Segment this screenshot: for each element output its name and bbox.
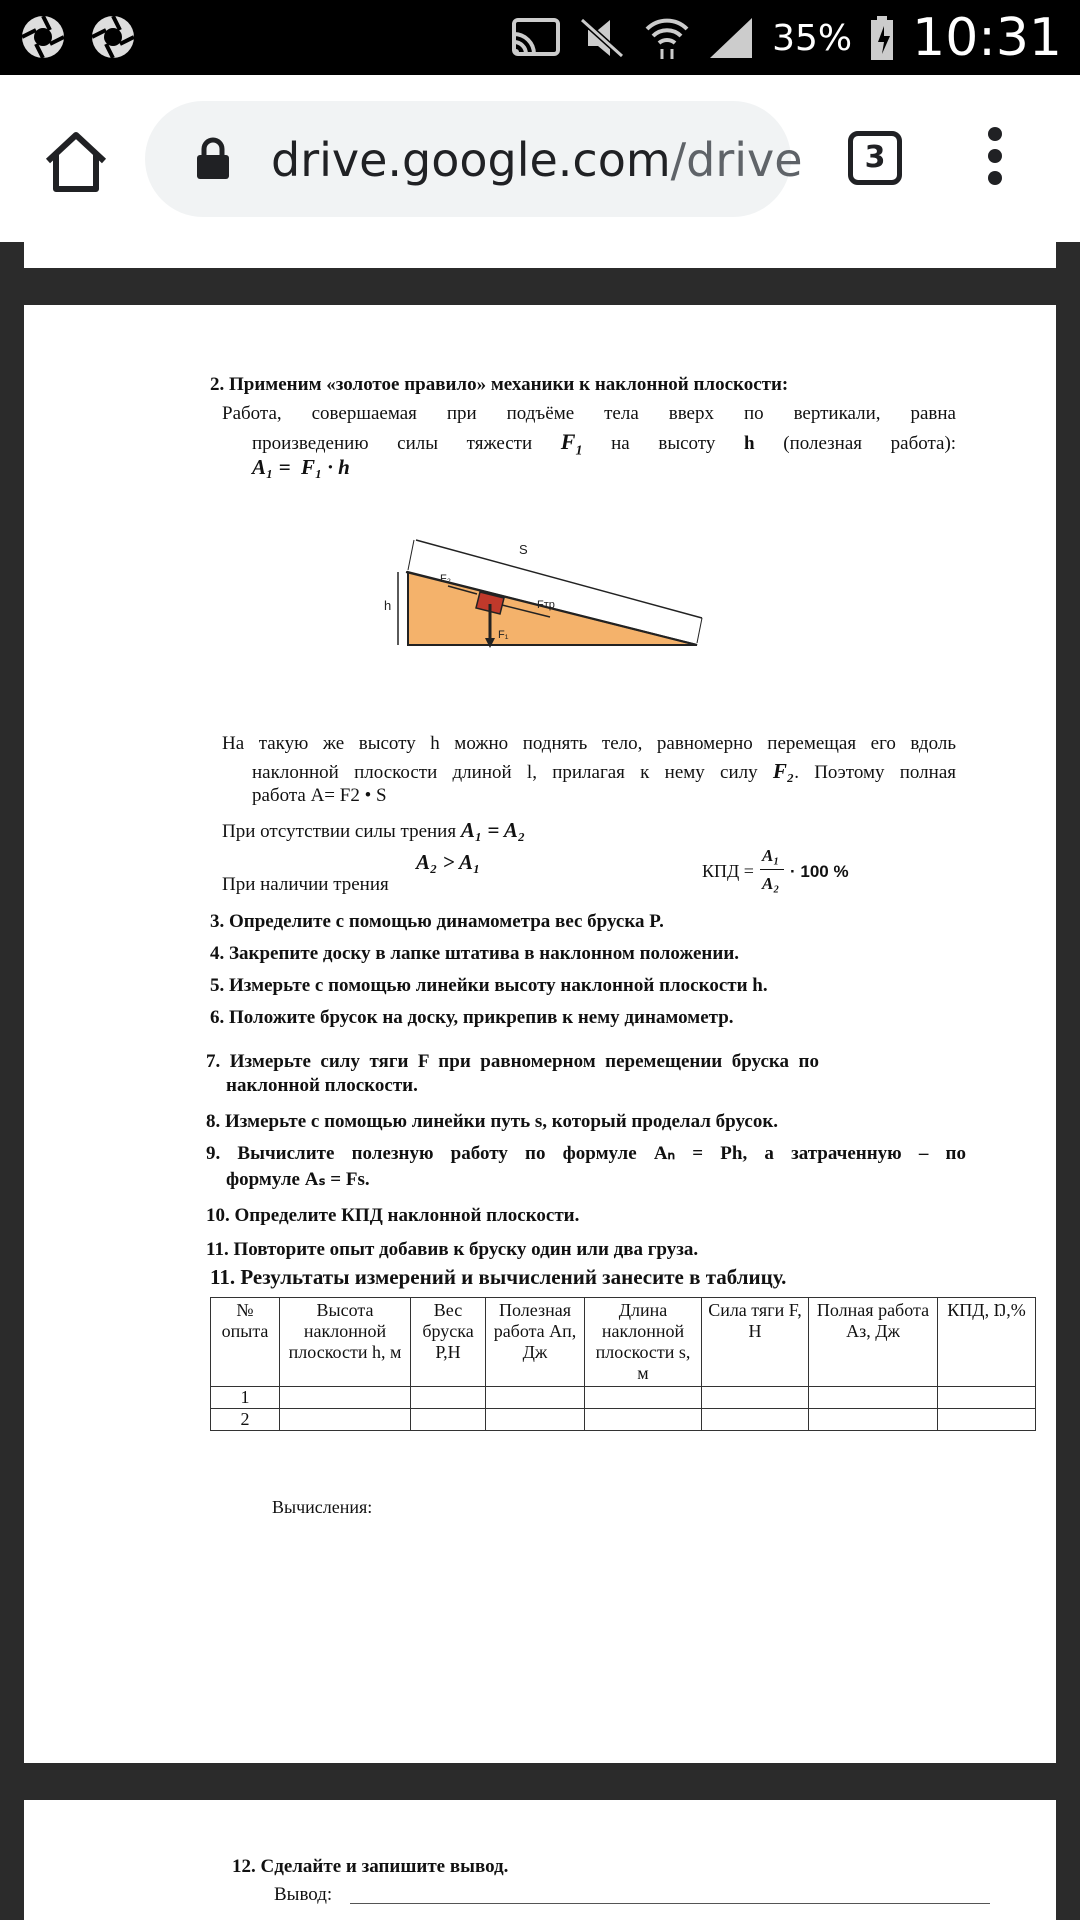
tab-switcher-button[interactable]: 3	[848, 131, 902, 185]
table-header: Сила тяги F, Н	[702, 1298, 809, 1387]
table-cell: 2	[211, 1409, 280, 1431]
item2-line1: Работа, совершаемая при подъёме тела вверх по вертикали, равна	[222, 403, 956, 424]
document-page-2[interactable]	[24, 1800, 1056, 1920]
camera-shutter-icon	[90, 14, 136, 60]
step-6: 6. Положите брусок на доску, прикрепив к нему динамометр.	[210, 1007, 734, 1028]
signal-icon	[708, 16, 754, 60]
conclusion-line[interactable]	[350, 1903, 990, 1904]
step-11: 11. Повторите опыт добавив к бруску один или два груза.	[206, 1239, 699, 1260]
step-11-table-heading: 11. Результаты измерений и вычислений занесите в таблицу.	[210, 1265, 787, 1289]
inclined-plane-diagram	[372, 530, 732, 665]
conclusion-label: Вывод:	[274, 1884, 333, 1905]
table-row	[211, 1409, 1036, 1431]
table-header: № опыта	[211, 1298, 280, 1387]
table-header: Длина наклонной плоскости s, м	[585, 1298, 702, 1387]
step-9-line2: формуле Aₛ = Fs.	[226, 1169, 370, 1190]
table-cell: 1	[211, 1387, 280, 1409]
step-3: 3. Определите с помощью динамометра вес бруска P.	[210, 911, 664, 932]
battery-icon	[870, 16, 894, 60]
step-8: 8. Измерьте с помощью линейки путь s, который проделал брусок.	[206, 1111, 779, 1132]
results-table	[210, 1297, 1036, 1431]
item2-heading: 2. Применим «золотое правило» механики к наклонной плоскости:	[210, 374, 789, 395]
calculations-label: Вычисления:	[272, 1497, 373, 1517]
table-row	[211, 1387, 1036, 1409]
no-friction-line: При отсутствии силы трения A₁ = A₂	[222, 818, 526, 842]
formula-a1: A₁ = F₁ · h	[252, 455, 350, 479]
table-header: Полезная работа Ап, Дж	[486, 1298, 585, 1387]
document-page[interactable]	[24, 305, 1056, 1763]
friction-text: При наличии трения	[222, 874, 389, 895]
friction-formula: A₂ > A₁	[416, 850, 481, 874]
para2-line3: работа A= F2 • S	[252, 785, 387, 806]
browser-toolbar	[0, 75, 1080, 242]
overflow-menu-icon[interactable]	[985, 127, 1005, 187]
item2-line2: произведению силы тяжести $F_1$ на высоту h (полезная работа):	[252, 429, 957, 459]
table-header: Высота наклонной плоскости h, м	[280, 1298, 411, 1387]
mute-icon	[580, 16, 626, 60]
step-5: 5. Измерьте с помощью линейки высоту наклонной плоскости h.	[210, 975, 768, 996]
table-header: КПД, Ŋ,%	[938, 1298, 1036, 1387]
step-7-line2: наклонной плоскости.	[226, 1075, 418, 1096]
battery-percent: 35%	[772, 17, 853, 59]
para2-line2: наклонной плоскости длиной l, прилагая к нему силу F₂. Поэтому полная	[252, 759, 956, 783]
cast-icon	[510, 16, 562, 60]
clock-time: 10:31	[912, 8, 1062, 68]
camera-shutter-icon	[20, 14, 66, 60]
table-header: Полная работа Аз, Дж	[809, 1298, 938, 1387]
previous-page-edge	[24, 242, 1056, 268]
kpd-formula: КПД = A₁ A₂ · 100 %	[702, 846, 849, 893]
label-h: h	[384, 598, 392, 613]
table-header-row	[211, 1298, 1036, 1387]
url-domain: drive.google.com	[271, 133, 671, 187]
url-path: /drive	[670, 133, 803, 187]
label-ftr: Fтр	[537, 599, 555, 611]
lock-icon	[195, 137, 231, 181]
label-f1: F₁	[498, 629, 509, 641]
status-bar	[0, 0, 1080, 75]
wifi-icon	[644, 15, 690, 61]
label-f2: F₂	[440, 573, 451, 585]
step-9-line1: 9. Вычислите полезную работу по формуле Aₙ = Ph, а затраченную – по	[206, 1143, 966, 1164]
step-7-line1: 7. Измерьте силу тяги F при равномерном перемещении бруска по	[206, 1051, 819, 1072]
label-s: S	[519, 542, 528, 557]
home-icon[interactable]	[40, 125, 112, 197]
step-12: 12. Сделайте и запишите вывод.	[232, 1856, 509, 1877]
url-text[interactable]	[271, 125, 803, 195]
step-10: 10. Определите КПД наклонной плоскости.	[206, 1205, 580, 1226]
table-header: Вес бруска Р,Н	[411, 1298, 486, 1387]
address-bar[interactable]	[145, 101, 803, 217]
step-4: 4. Закрепите доску в лапке штатива в наклонном положении.	[210, 943, 740, 964]
para2-line1: На такую же высоту h можно поднять тело, равномерно перемещая его вдоль	[222, 733, 956, 754]
